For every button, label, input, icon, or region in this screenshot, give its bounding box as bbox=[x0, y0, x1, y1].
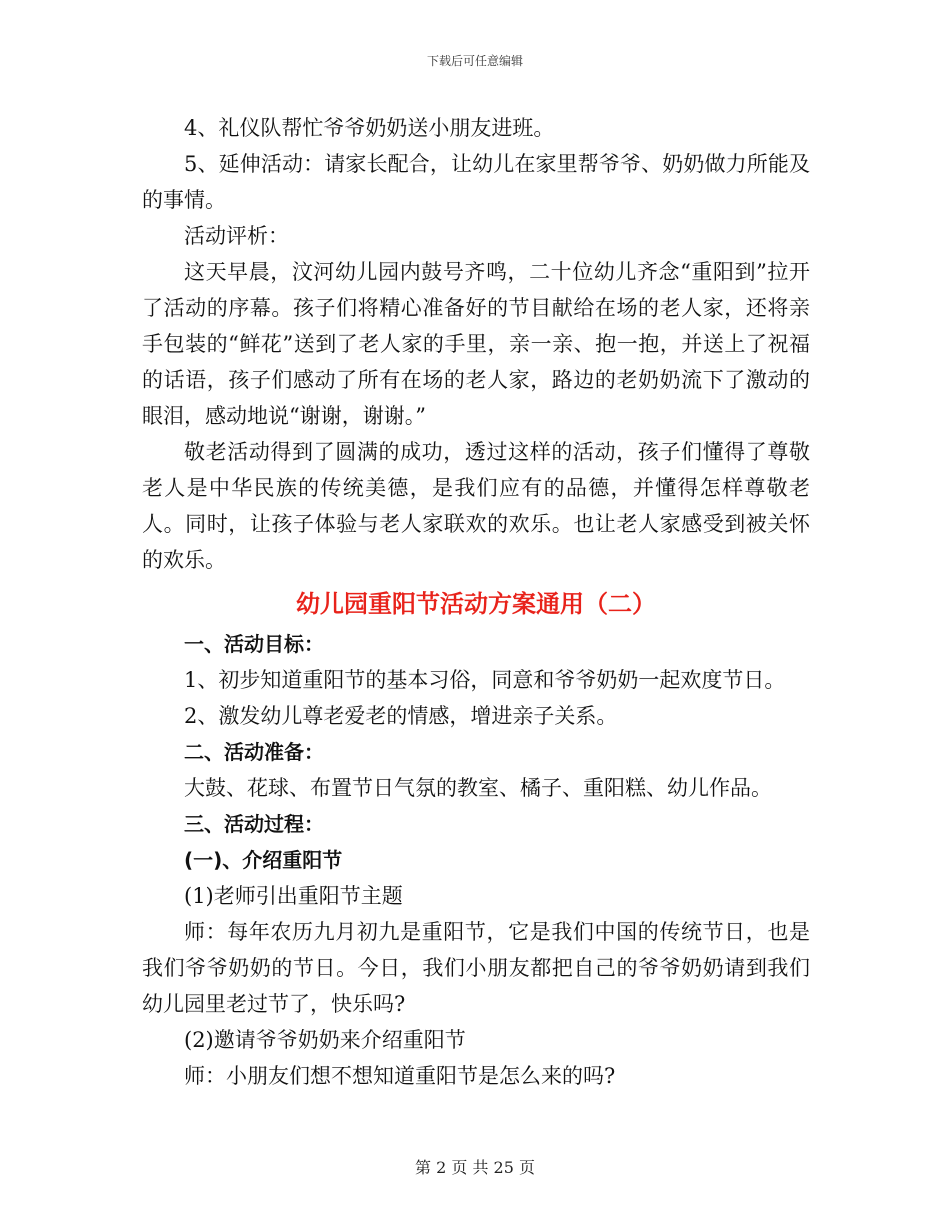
section-title: 幼儿园重阳节活动方案通用（二） bbox=[296, 590, 656, 618]
step-2: (2)邀请爷爷奶奶来介绍重阳节 bbox=[184, 1028, 466, 1052]
heading-process: 三、活动过程： bbox=[184, 812, 324, 836]
paragraph-analysis-1: 这天早晨，汶河幼儿园内鼓号齐鸣，二十位幼儿齐念“重阳到”拉开了活动的序幕。孩子们将精心准备好的节目献给在场的老人家，还将亲手包装的“鲜花”送到了老人家的手里，亲一亲、抱一抱，并送上了祝福的话语，孩子们感动了所有在场的老人家，路边的老奶奶流下了激动的眼泪，感动地说“谢谢，谢谢。” bbox=[142, 260, 810, 428]
step-1: (1)老师引出重阳节主题 bbox=[184, 884, 403, 908]
teacher-paragraph-1: 师：每年农历九月初九是重阳节，它是我们中国的传统节日，也是我们爷爷奶奶的节日。今日，我们小朋友都把自己的爷爷奶奶请到我们幼儿园里老过节了，快乐吗? bbox=[142, 920, 810, 1016]
goal-1: 1、初步知道重阳节的基本习俗，同意和爷爷奶奶一起欢度节日。 bbox=[184, 668, 786, 692]
teacher-paragraph-2: 师：小朋友们想不想知道重阳节是怎么来的吗? bbox=[184, 1064, 616, 1088]
heading-preparation: 二、活动准备： bbox=[184, 740, 324, 764]
paragraph-step-5: 5、延伸活动：请家长配合，让幼儿在家里帮爷爷、奶奶做力所能及的事情。 bbox=[142, 152, 810, 212]
page-content bbox=[142, 110, 810, 1094]
page-footer: 第 2 页 共 25 页 bbox=[415, 1158, 535, 1177]
paragraph-step-4: 4、礼仪队帮忙爷爷奶奶送小朋友进班。 bbox=[184, 116, 555, 140]
paragraph-analysis-heading: 活动评析： bbox=[184, 224, 289, 248]
preparation-text: 大鼓、花球、布置节日气氛的教室、橘子、重阳糕、幼儿作品。 bbox=[184, 776, 772, 800]
paragraph-analysis-2: 敬老活动得到了圆满的成功，透过这样的活动，孩子们懂得了尊敬老人是中华民族的传统美德，是我们应有的品德，并懂得怎样尊敬老人。同时，让孩子体验与老人家联欢的欢乐。也让老人家感受到被关怀的欢乐。 bbox=[142, 440, 810, 572]
heading-part-1: (一)、介绍重阳节 bbox=[184, 848, 343, 872]
heading-goals: 一、活动目标： bbox=[184, 632, 324, 656]
header-note: 下载后可任意编辑 bbox=[426, 54, 523, 68]
goal-2: 2、激发幼儿尊老爱老的情感，增进亲子关系。 bbox=[184, 704, 618, 728]
